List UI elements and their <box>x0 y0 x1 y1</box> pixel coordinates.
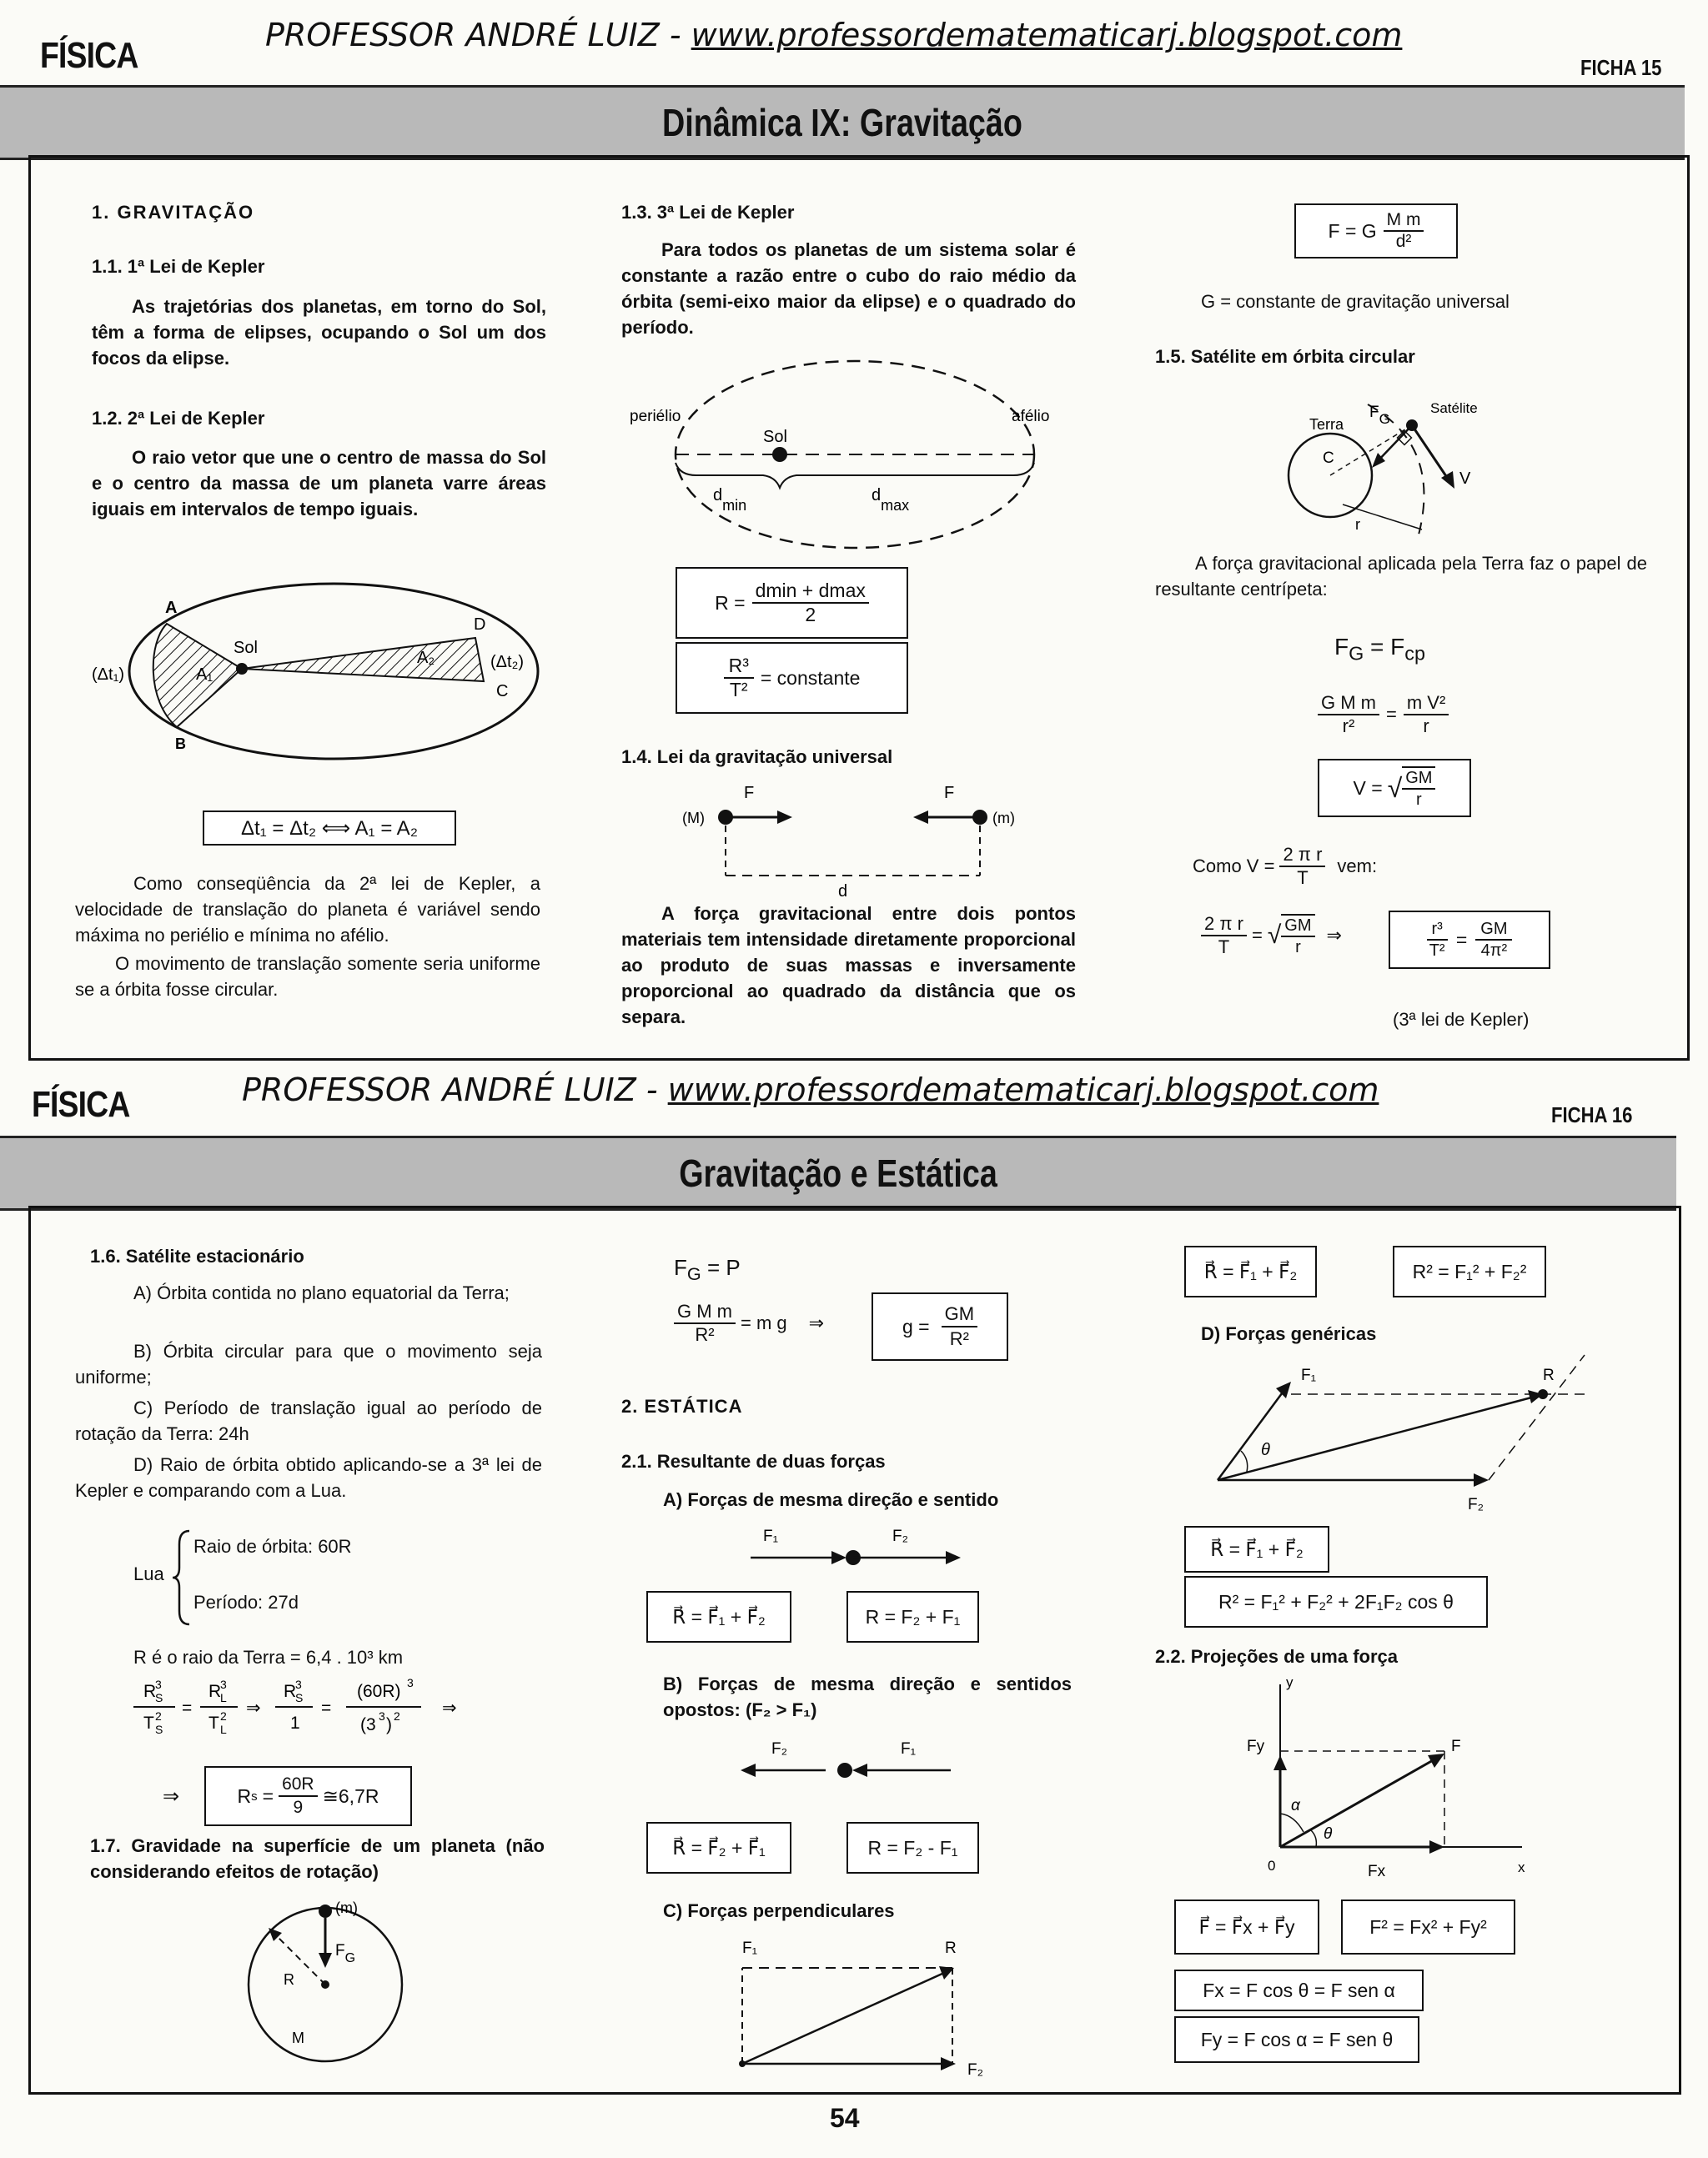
svg-text:2: 2 <box>220 1709 227 1723</box>
f2-label-a: F₂ <box>892 1528 908 1545</box>
const-denominator: T² <box>729 679 748 700</box>
f1-label-c: F₁ <box>742 1940 758 1957</box>
svg-text:3: 3 <box>379 1709 385 1723</box>
professor-header <box>265 17 1402 53</box>
point-a: A <box>165 599 178 617</box>
velocity-label: V <box>1459 469 1471 488</box>
perpendicular-diagram <box>726 1926 992 2085</box>
kepler2-title: 1.2. 2ª Lei de Kepler <box>92 408 265 429</box>
lua-raio: Raio de órbita: 60R <box>193 1536 352 1557</box>
r-denominator: 2 <box>805 604 816 625</box>
kepler2-equation: Δt₁ = Δt₂ ⟺ A₁ = A₂ <box>203 811 456 846</box>
const-numerator: R³ <box>724 655 754 679</box>
dt2-label: (Δt₂) <box>490 653 524 671</box>
lua-label: Lua <box>133 1563 164 1584</box>
force-label-2: F <box>944 784 955 802</box>
svg-text:T: T <box>143 1714 154 1733</box>
svg-text:S: S <box>155 1723 163 1736</box>
page-number: 54 <box>830 2103 860 2133</box>
point-d: D <box>474 615 486 634</box>
svg-text:S: S <box>295 1691 304 1704</box>
banner-title: Dinâmica IX: Gravitação <box>662 101 1022 144</box>
fx-label: Fx <box>1368 1863 1386 1880</box>
r-label-d: R <box>1543 1367 1555 1384</box>
theta-label-p: θ <box>1324 1825 1333 1843</box>
resultant-title: 2.1. Resultante de duas forças <box>621 1451 886 1472</box>
f1-label-b: F₁ <box>901 1740 917 1758</box>
item-a: A) Órbita contida no plano equatorial da Terra; <box>133 1282 510 1303</box>
case-c-title: C) Forças perpendiculares <box>663 1900 895 1921</box>
a1-label: A₁ <box>196 665 214 684</box>
origin-label: 0 <box>1268 1858 1276 1874</box>
svg-text:(3: (3 <box>360 1715 376 1734</box>
case-c-vector-eq: R⃗ = F⃗₁ + F⃗₂ <box>1184 1246 1317 1297</box>
f-lhs: F = G <box>1328 219 1377 242</box>
item-b: B) Órbita circular para que o movimento seja uniforme; <box>75 1341 542 1388</box>
svg-text:S: S <box>155 1691 163 1704</box>
r-numerator: dmin + dmax <box>752 580 869 604</box>
centripetal-equation: $\frac{\text{G M m}}{\text{r²}}$ = $\frac{\text{m V²}}{r}$ <box>1318 692 1449 737</box>
svg-text:3: 3 <box>220 1678 227 1691</box>
alpha-label: α <box>1291 1797 1300 1814</box>
banner-title-2: Gravitação e Estática <box>679 1152 997 1195</box>
professor-name: PROFESSOR ANDRÉ LUIZ - <box>265 17 691 53</box>
subject-label: FÍSICA <box>40 35 138 76</box>
fg-fcp-equation: $F_G = F_{cp}$ <box>1334 634 1425 665</box>
r-label-c: R <box>945 1940 957 1957</box>
svg-text:L: L <box>220 1723 227 1736</box>
terra-label: Terra <box>1309 416 1344 433</box>
rs-denominator: 9 <box>293 1798 304 1817</box>
fy-label: Fy <box>1247 1738 1265 1755</box>
small-mass-label: (m) <box>335 1900 358 1916</box>
svg-text:2: 2 <box>155 1709 162 1723</box>
ficha-label: FICHA 15 <box>1580 55 1662 80</box>
y-axis-label: y <box>1286 1674 1294 1690</box>
gmm-mg-equation: $\frac{\text{G M m}}{\text{R²}}$ = m g ⇒ <box>674 1301 824 1346</box>
f1-label-a: F₁ <box>763 1528 779 1545</box>
kepler3-text: Para todos os planetas de um sistema solar é constante a razão entre o cubo do raio médio da órbita (semi-eixo maior da elipse) e o quadrado do período. <box>621 239 1076 338</box>
gravitation-title: 1.4. Lei da gravitação universal <box>621 746 893 767</box>
svg-text:3: 3 <box>295 1678 302 1691</box>
dt1-label: (Δt₁) <box>92 665 124 684</box>
mass-m-label: (M) <box>682 810 705 826</box>
item-c: C) Período de translação igual ao período de rotação da Terra: 24h <box>75 1398 542 1444</box>
theta-label-d: θ <box>1261 1441 1270 1459</box>
kepler3-derivation: $\frac{\text{2 π r}}{T}$ = √ GM r ⇒ <box>1201 913 1354 958</box>
svg-text:1: 1 <box>290 1714 300 1733</box>
satellite-text: A força gravitacional aplicada pela Terra faz o papel de resultante centrípeta: <box>1155 553 1647 600</box>
rs-sub: s <box>251 1789 258 1804</box>
ficha-label-2: FICHA 16 <box>1551 1102 1633 1127</box>
fg-p-equation: $F_G = P$ <box>674 1255 741 1285</box>
g-lhs: g = <box>902 1315 930 1337</box>
como-v-line: Como V = $\frac{\text{2 π r}}{T}$ vem: <box>1193 844 1378 888</box>
case-b-scalar-eq: R = F₂ - F₁ <box>846 1822 979 1874</box>
f-label: F <box>1451 1738 1461 1755</box>
satellite-title: 1.5. Satélite em órbita circular <box>1155 346 1415 367</box>
kepler-ratio-equation <box>125 1672 475 1739</box>
title-banner-2 <box>0 1136 1676 1211</box>
afelio-label: afélio <box>1012 408 1050 425</box>
case-b-title: B) Forças de mesma direção e sentidos opostos: (F₂ > F₁) <box>663 1674 1072 1720</box>
case-c-scalar-eq: R² = F₁² + F₂² <box>1393 1246 1546 1297</box>
velocity-formula-box: V = √ GM r <box>1318 759 1471 817</box>
f2-label-c: F₂ <box>967 2061 983 2079</box>
title-banner <box>0 85 1685 160</box>
planet-radius-label: R <box>284 1971 294 1988</box>
kepler2-text: O raio vetor que une o centro de massa do Sol e o centro da massa de um planeta varre áreas iguais em intervalos de tempo iguais. <box>92 447 546 519</box>
center-label: C <box>1323 449 1334 467</box>
opposite-direction-diagram <box>726 1730 976 1789</box>
kepler3-result-box: $\frac{\text{r³}}{\text{T²}}$ = $\frac{GM}{\text{4π²}}$ <box>1389 911 1550 969</box>
dmin-label: dmin <box>713 486 747 514</box>
sol-label: Sol <box>234 639 258 657</box>
svg-text:2: 2 <box>394 1709 400 1723</box>
gravitation-diagram <box>667 780 1017 901</box>
weight-label: $F_G$ <box>335 1942 356 1965</box>
brace <box>171 1528 196 1628</box>
f2-label-b: F₂ <box>771 1740 787 1758</box>
planet-mass-label: M <box>292 2030 304 2046</box>
fy-formula-box: Fy = F cos α = F sen θ <box>1174 2016 1419 2063</box>
fg-label: FG <box>1369 404 1390 427</box>
svg-text:R: R <box>208 1682 222 1701</box>
g-denominator: R² <box>949 1328 969 1349</box>
case-d-vector-eq: R⃗ = F⃗₁ + F⃗₂ <box>1184 1526 1329 1573</box>
svg-text:3: 3 <box>407 1676 414 1689</box>
case-a-title: A) Forças de mesma direção e sentido <box>663 1489 999 1510</box>
case-a-scalar-eq: R = F₂ + F₁ <box>846 1591 979 1643</box>
dmax-label: dmax <box>872 486 910 514</box>
gravitation-formula-box <box>1294 203 1458 258</box>
statics-title: 2. ESTÁTICA <box>621 1396 743 1417</box>
case-d-title: D) Forças genéricas <box>1201 1323 1377 1344</box>
kepler3-diagram <box>621 350 1088 550</box>
v-lhs: V = <box>1353 776 1383 799</box>
a2-label: A₂ <box>417 649 435 667</box>
blog-link-2[interactable]: www.professordematematicarj.blogspot.com <box>667 1071 1379 1108</box>
rs-lhs: R <box>237 1784 252 1807</box>
stationary-title: 1.6. Satélite estacionário <box>90 1246 304 1267</box>
f-denominator: d² <box>1395 232 1412 251</box>
gravity-surface-title: 1.7. Gravidade na superfície de um planeta (não considerando efeitos de rotação) <box>90 1835 545 1882</box>
item-d: D) Raio de órbita obtido aplicando-se a 3ª lei de Kepler e comparando com a Lua. <box>75 1454 542 1501</box>
kepler1-text: As trajetórias dos planetas, em torno do Sol, têm a forma de elipses, ocupando o Sol um dos focos da elipse. <box>92 296 546 369</box>
blog-link[interactable]: www.professordematematicarj.blogspot.com <box>691 17 1403 53</box>
svg-text:L: L <box>220 1691 227 1704</box>
gravitation-text: A força gravitacional entre dois pontos materiais tem intensidade diretamente proporcional ao produto de suas massas e inversamente proporcional ao quadrado da distância que os separa. <box>621 903 1076 1027</box>
kepler3-title: 1.3. 3ª Lei de Kepler <box>621 202 795 223</box>
implies-arrow: ⇒ <box>163 1785 180 1808</box>
constant-formula-box <box>676 642 908 714</box>
professor-name-2: PROFESSOR ANDRÉ LUIZ - <box>242 1071 668 1108</box>
rs-numerator: 60R <box>279 1774 318 1797</box>
case-b-vector-eq: R⃗ = F⃗₂ + F⃗₁ <box>646 1822 791 1874</box>
projections-diagram <box>1243 1672 1543 1880</box>
lua-periodo: Período: 27d <box>193 1592 299 1613</box>
svg-text:3: 3 <box>155 1678 162 1691</box>
force-label-1: F <box>744 784 755 802</box>
satelite-label: Satélite <box>1430 400 1478 416</box>
svg-text:R: R <box>284 1682 297 1701</box>
const-rhs: = constante <box>760 666 861 689</box>
radius-formula-box <box>676 567 908 639</box>
f2-label-d: F₂ <box>1468 1496 1484 1513</box>
projections-title: 2.2. Projeções de uma força <box>1155 1646 1399 1667</box>
svg-text:T: T <box>208 1714 219 1733</box>
g-numerator: GM <box>942 1302 977 1327</box>
kepler3-label: (3ª lei de Kepler) <box>1393 1009 1530 1030</box>
distance-label: d <box>838 882 848 901</box>
x-axis-label: x <box>1518 1859 1525 1875</box>
r-lhs: R = <box>715 591 746 614</box>
case-a-vector-eq: R⃗ = F⃗₁ + F⃗₂ <box>646 1591 791 1643</box>
svg-text:R: R <box>143 1682 157 1701</box>
f1-label-d: F₁ <box>1301 1367 1317 1384</box>
projection-vector-eq: F⃗ = F⃗x + F⃗y <box>1174 1900 1319 1955</box>
case-d-scalar-eq: R² = F₁² + F₂² + 2F₁F₂ cos θ <box>1184 1576 1488 1628</box>
uniform-text: O movimento de translação somente seria uniforme se a órbita fosse circular. <box>75 953 540 1000</box>
kepler1-title: 1.1. 1ª Lei de Kepler <box>92 256 265 277</box>
fx-formula-box: Fx = F cos θ = F sen α <box>1174 1970 1424 2011</box>
rs-result-box: R s = $\frac{60R}{9}$ ≅6,7R <box>204 1766 412 1826</box>
f-numerator: M m <box>1384 210 1424 232</box>
kepler2-diagram <box>83 575 550 775</box>
satellite-diagram <box>1276 379 1526 546</box>
earth-radius-def: R é o raio da Terra = 6,4 . 10³ km <box>133 1647 404 1668</box>
point-b: B <box>175 735 186 752</box>
point-c: C <box>496 682 509 700</box>
radius-label: r <box>1355 516 1360 533</box>
svg-text:=: = <box>321 1699 332 1718</box>
gravity-diagram <box>242 1893 434 2068</box>
projection-scalar-eq: F² = Fx² + Fy² <box>1341 1900 1515 1955</box>
consequence-text: Como conseqüência da 2ª lei de Kepler, a velocidade de translação do planeta é variável sendo máxima no periélio e mínima no afélio. <box>75 873 540 946</box>
mass-small-m-label: (m) <box>992 810 1015 826</box>
svg-text:=: = <box>182 1699 193 1718</box>
svg-text:(60R): (60R) <box>357 1682 401 1701</box>
generic-forces-diagram <box>1201 1347 1601 1522</box>
professor-header-2 <box>242 1071 1379 1108</box>
svg-text:): ) <box>386 1715 392 1734</box>
sol-label-2: Sol <box>763 428 787 446</box>
subject-label-2: FÍSICA <box>32 1084 130 1125</box>
perielio-label: periélio <box>630 408 681 425</box>
g-constant-definition: G = constante de gravitação universal <box>1201 291 1510 312</box>
svg-text:⇒: ⇒ <box>442 1699 457 1718</box>
section-title: 1. GRAVITAÇÃO <box>92 202 255 223</box>
rs-result: ≅6,7R <box>322 1784 379 1807</box>
same-direction-diagram <box>734 1518 984 1576</box>
g-formula-box <box>872 1292 1008 1361</box>
svg-text:⇒: ⇒ <box>246 1699 261 1718</box>
